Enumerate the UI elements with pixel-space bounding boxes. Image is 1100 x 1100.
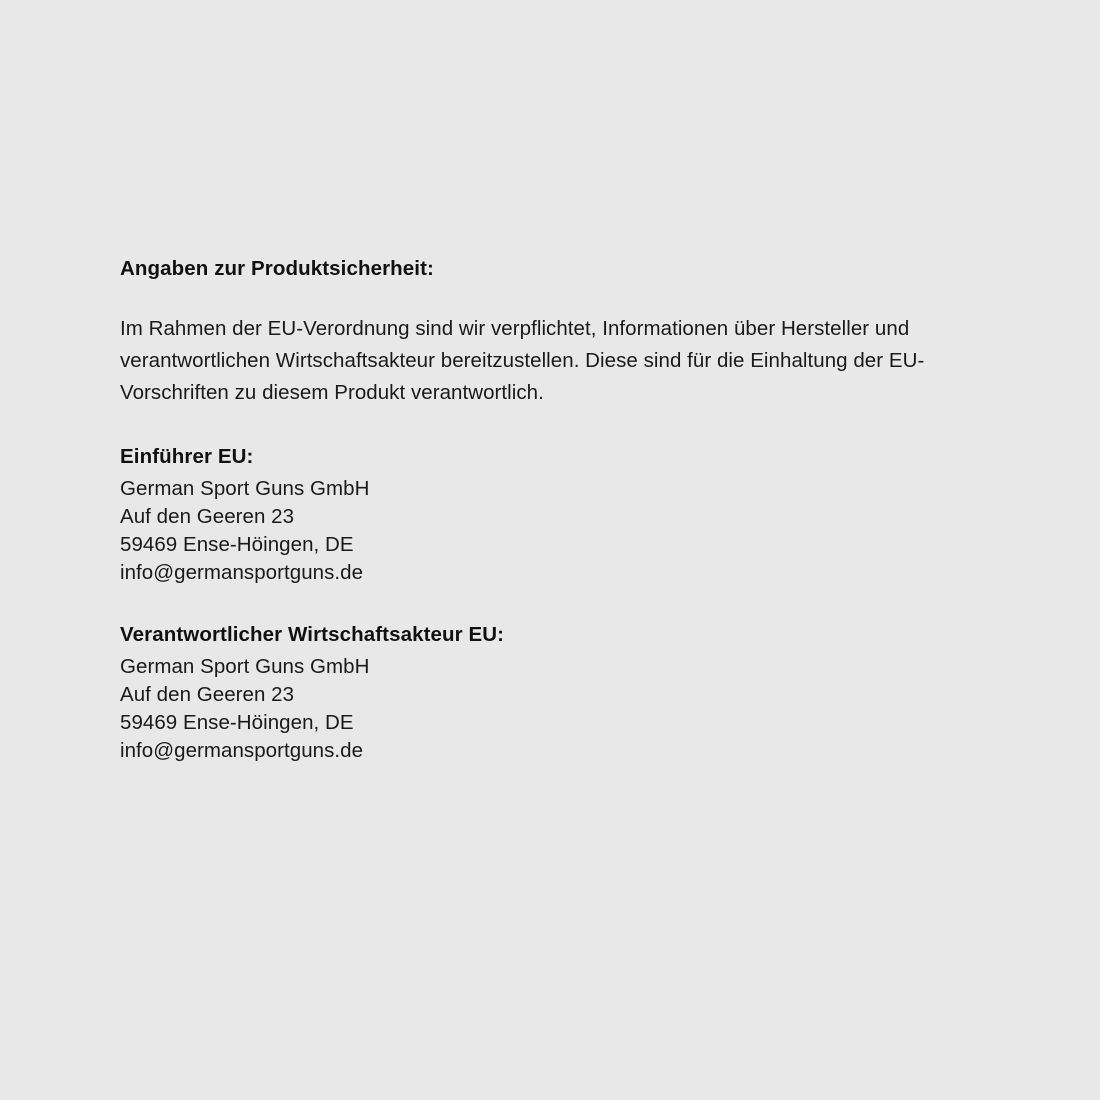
- responsible-operator-company: German Sport Guns GmbH: [120, 655, 370, 679]
- importer-company: German Sport Guns GmbH: [120, 477, 370, 501]
- responsible-operator-email: info@germansportguns.de: [120, 739, 364, 763]
- responsible-operator-street: Auf den Geeren 23: [120, 683, 295, 707]
- importer-email: info@germansportguns.de: [120, 560, 364, 584]
- product-safety-content: [120, 255, 980, 765]
- responsible-operator-block: [120, 621, 980, 765]
- importer-city: 59469 Ense-Höingen, DE: [120, 533, 354, 556]
- page-title: Angaben zur Produktsicherheit:: [120, 257, 434, 280]
- importer-block: [120, 443, 980, 587]
- importer-title: Einführer EU:: [120, 444, 254, 468]
- intro-paragraph: Im Rahmen der EU-Verordnung sind wir verpflichtet, Informationen über Hersteller und verantwortlichen Wirtschaftsakteur bereitzustellen. Diese sind für die Einhaltung der EU-Vorschriften zu diesem Produkt verantwortlich.: [120, 316, 925, 404]
- responsible-operator-title: Verantwortlicher Wirtschaftsakteur EU:: [120, 622, 505, 646]
- importer-street: Auf den Geeren 23: [120, 505, 295, 529]
- responsible-operator-city: 59469 Ense-Höingen, DE: [120, 711, 354, 735]
